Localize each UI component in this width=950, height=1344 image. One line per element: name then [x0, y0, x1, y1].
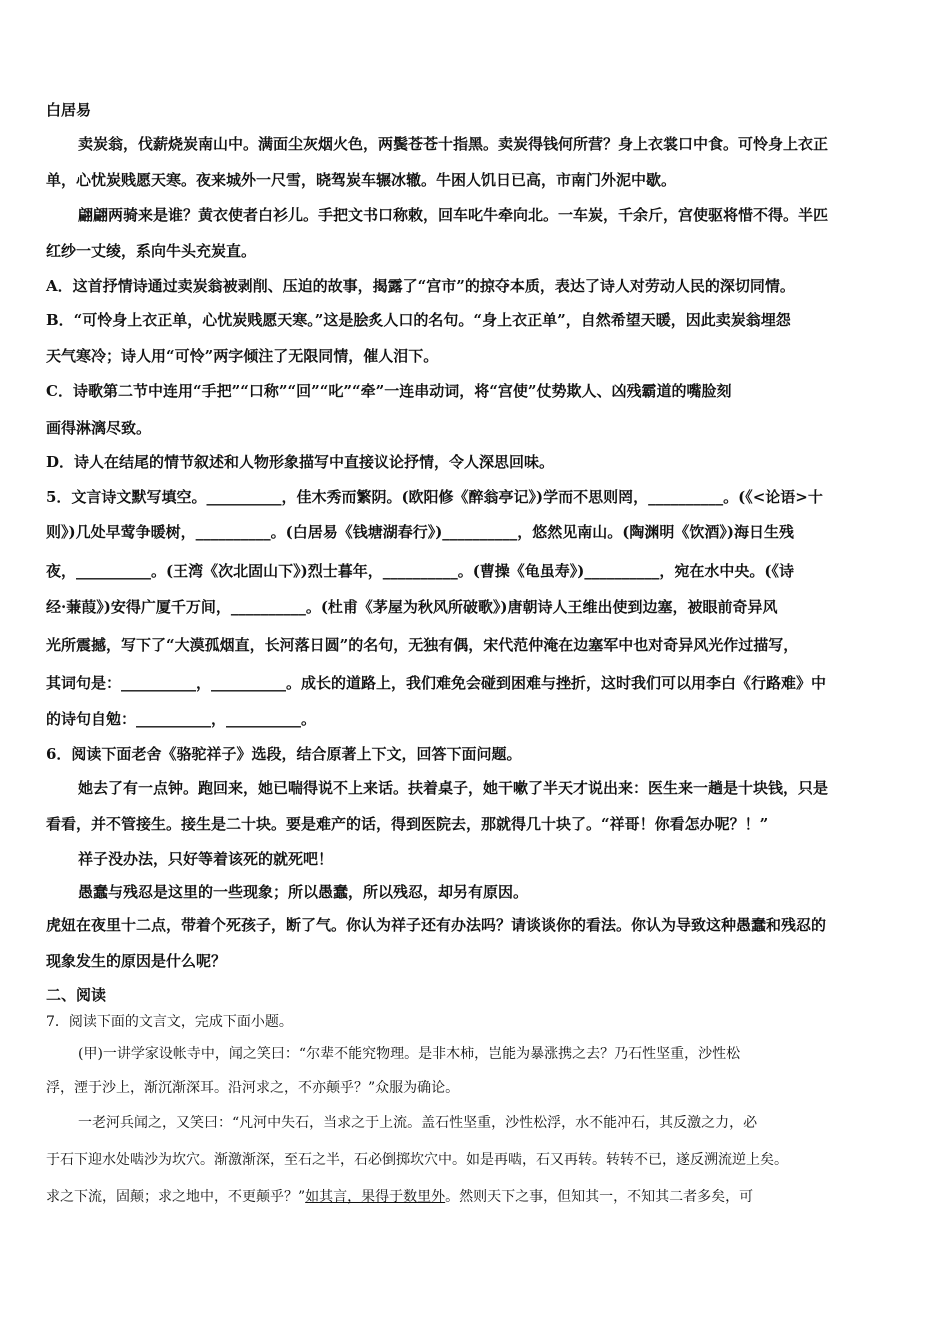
poem-author: 白居易: [46, 101, 92, 119]
section-heading-reading: 二、阅读: [46, 986, 107, 1004]
q7-line-3-prefix: 求之下流，固颠；求之地中，不更颠乎？”: [46, 1189, 306, 1205]
q7-passage-1-line-1: (甲)一讲学家设帐寺中，闻之笑曰：“尔辈不能究物理。是非木柿，岂能为暴涨携之去？乃石性坚重，沙性松: [78, 1046, 741, 1062]
q6-title: 6．阅读下面老舍《骆驼祥子》选段，结合原著上下文，回答下面问题。: [46, 745, 522, 763]
poem-stanza-2-line-1: 翩翩两骑来是谁？黄衣使者白衫儿。手把文书口称敕，回车叱牛牵向北。一车炭，千余斤，宫使驱将惜不得。半匹: [78, 206, 829, 224]
q6-question-line-1: 虎妞在夜里十二点，带着个死孩子，断了气。你认为祥子还有办法吗？请谈谈你的看法。你认为导致这种愚蠢和残忍的: [46, 916, 827, 934]
q5-line-4: 经·蒹葭》)安得广厦千万间，__________。(杜甫《茅屋为秋风所破歌》)唐朝诗人王维出使到边塞，被眼前奇异风: [46, 598, 778, 616]
q6-excerpt-1-line-1: 她去了有一点钟。跑回来，她已喘得说不上来话。扶着桌子，她干嗽了半天才说出来：医生来一趟是十块钱，只是: [78, 779, 829, 797]
q5-line-7: 的诗句自勉：__________，__________。: [46, 710, 317, 728]
q6-excerpt-3: 愚蠢与残忍是这里的一些现象；所以愚蠢，所以残忍，却另有原因。: [78, 883, 529, 901]
option-c-line-1: C．诗歌第二节中连用“手把”“口称”“回”“叱”“牵”一连串动词，将“宫使”仗势欺人、凶残霸道的嘴脸刻: [46, 382, 732, 400]
poem-stanza-2-line-2: 红纱一丈绫，系向牛头充炭直。: [46, 242, 257, 260]
poem-stanza-1-line-2: 单，心忧炭贱愿天寒。夜来城外一尺雪，晓驾炭车辗冰辙。牛困人饥日已高，市南门外泥中歇。: [46, 171, 677, 189]
option-c-line-2: 画得淋漓尽致。: [46, 419, 152, 437]
q5-line-3: 夜，__________。(王湾《次北固山下》)烈士暮年，__________。(曹操《龟虽寿》)__________，宛在水中央。(《诗: [46, 562, 794, 580]
underlined-sentence: 如其言，果得于数里外: [305, 1189, 446, 1205]
poem-stanza-1-line-1: 卖炭翁，伐薪烧炭南山中。满面尘灰烟火色，两鬓苍苍十指黑。卖炭得钱何所营？身上衣裳口中食。可怜身上衣正: [78, 135, 829, 153]
q5-line-5: 光所震撼，写下了“大漠孤烟直，长河落日圆”的名句，无独有偶，宋代范仲淹在边塞军中也对奇异风光作过描写，: [46, 636, 799, 654]
q7-passage-2-line-3: [46, 1187, 753, 1207]
option-b-line-1: B．“可怜身上衣正单，心忧炭贱愿天寒。”这是脍炙人口的名句。“身上衣正单”，自然希望天暖，因此卖炭翁埋怨: [46, 311, 791, 329]
q6-question-line-2: 现象发生的原因是什么呢？: [46, 952, 227, 970]
q6-excerpt-2: 祥子没办法，只好等着该死的就死吧！: [78, 850, 334, 868]
q6-excerpt-1-line-2: 看看，并不管接生。接生是二十块。要是难产的话，得到医院去，那就得几十块了。“祥哥！你看怎办呢？！”: [46, 815, 769, 833]
q7-passage-1-line-2: 浮，湮于沙上，渐沉渐深耳。沿河求之，不亦颠乎？”众服为确论。: [46, 1080, 460, 1096]
option-d: D．诗人在结尾的情节叙述和人物形象描写中直接议论抒情，令人深思回味。: [46, 453, 555, 471]
q7-title: 7．阅读下面的文言文，完成下面小题。: [46, 1014, 293, 1030]
option-a: A．这首抒情诗通过卖炭翁被剥削、压迫的故事，揭露了“宫市”的掠夺本质，表达了诗人对劳动人民的深切同情。: [46, 277, 795, 295]
q7-line-3-suffix: 。然则天下之事，但知其一，不知其二者多矣，可: [445, 1189, 754, 1205]
q5-line-6: 其词句是：__________，__________。成长的道路上，我们难免会碰到困难与挫折，这时我们可以用李白《行路难》中: [46, 674, 827, 692]
q5-line-1: 5．文言诗文默写填空。__________，佳木秀而繁阴。(欧阳修《醉翁亭记》)学而不思则罔，__________。(《<论语>十: [46, 488, 823, 506]
q7-passage-2-line-1: 一老河兵闻之，又笑曰：“凡河中失石，当求之于上流。盖石性坚重，沙性松浮，水不能冲石，其反激之力，必: [78, 1115, 758, 1131]
q7-passage-2-line-2: 于石下迎水处啮沙为坎穴。渐激渐深，至石之半，石必倒掷坎穴中。如是再啮，石又再转。转转不已，遂反溯流逆上矣。: [46, 1152, 788, 1168]
option-b-line-2: 天气寒冷；诗人用“可怜”两字倾注了无限同情，催人泪下。: [46, 347, 439, 365]
q5-line-2: 则》)几处早莺争暖树，__________。(白居易《钱塘湖春行》)__________，悠然见南山。(陶渊明《饮酒》)海日生残: [46, 523, 794, 541]
